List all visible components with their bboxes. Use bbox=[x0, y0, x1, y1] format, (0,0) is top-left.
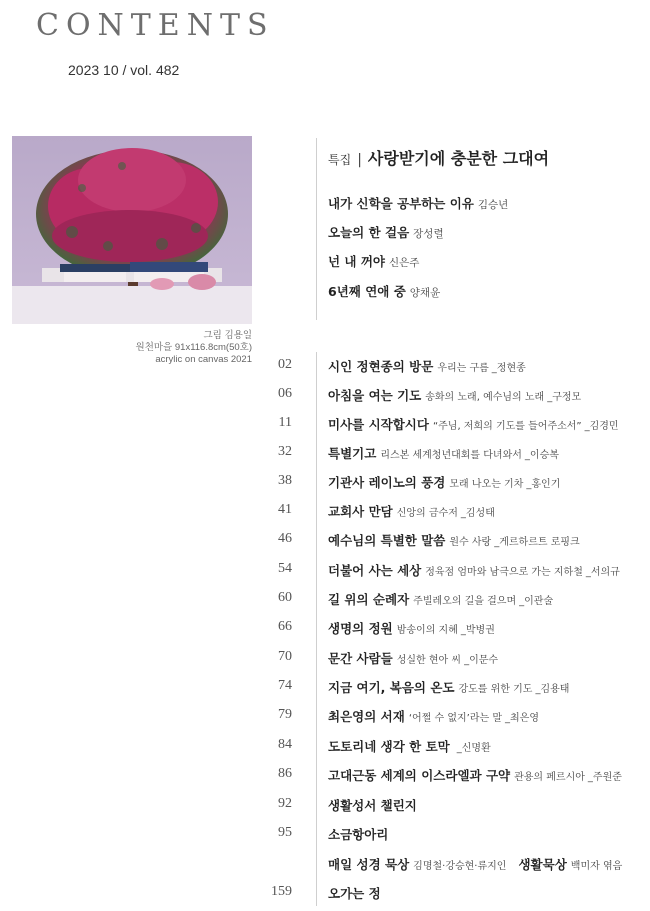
toc-title: 생명의 정원 bbox=[328, 621, 393, 636]
toc-author: _주원준 bbox=[587, 772, 622, 783]
toc-row[interactable] bbox=[0, 415, 650, 437]
toc-author: _신명환 bbox=[456, 743, 491, 754]
toc-author: _이문수 bbox=[464, 655, 499, 666]
special-item[interactable] bbox=[328, 223, 444, 241]
toc-title: 최은영의 서재 bbox=[328, 709, 405, 724]
toc-row[interactable] bbox=[0, 590, 650, 612]
toc-subtitle: 모래 나오는 기차 bbox=[449, 479, 524, 490]
toc-title: 아침을 여는 기도 bbox=[328, 388, 422, 403]
credit-line: acrylic on canvas 2021 bbox=[155, 354, 252, 365]
toc-title: 고대근동 세계의 이스라엘과 구약 bbox=[328, 768, 511, 783]
toc-author: _김용태 bbox=[535, 684, 570, 695]
page-number: 79 bbox=[278, 707, 292, 722]
toc-row[interactable] bbox=[0, 561, 650, 583]
issue-number: 2023 10 / vol. 482 bbox=[68, 62, 180, 78]
page-number: 41 bbox=[278, 502, 292, 517]
toc-subtitle: 강도를 위한 기도 bbox=[458, 684, 533, 695]
toc-subtitle: “주님, 저희의 기도를 들어주소서” bbox=[432, 421, 582, 432]
special-item[interactable] bbox=[328, 252, 419, 270]
toc-subtitle: 주빌레오의 길을 걸으며 bbox=[413, 596, 517, 607]
page-number: 11 bbox=[278, 415, 292, 430]
toc-title: 오가는 정 bbox=[328, 886, 381, 901]
toc-subtitle: 성실한 현아 씨 bbox=[396, 655, 462, 666]
toc-row[interactable] bbox=[0, 796, 650, 818]
page-number: 92 bbox=[278, 796, 292, 811]
toc-author: _게르하르트 로핑크 bbox=[494, 537, 580, 548]
toc-subtitle: 리스본 세계청년대회를 다녀와서 bbox=[380, 450, 522, 461]
toc-author: _김성태 bbox=[460, 508, 495, 519]
toc-subtitle: 신앙의 금수저 bbox=[396, 508, 458, 519]
toc-title-secondary: 생활묵상 bbox=[518, 857, 567, 872]
page-number: 06 bbox=[278, 386, 292, 401]
toc-title: 더불어 사는 세상 bbox=[328, 563, 422, 578]
toc-title: 기관사 레이노의 풍경 bbox=[328, 475, 446, 490]
toc-row[interactable] bbox=[0, 707, 650, 729]
special-title: 사랑받기에 충분한 그대여 bbox=[367, 149, 550, 168]
toc-author: _홍인기 bbox=[526, 479, 561, 490]
toc-author: _박병권 bbox=[460, 625, 495, 636]
item-author: 신은주 bbox=[389, 257, 420, 269]
page-number: 38 bbox=[278, 473, 292, 488]
item-author: 양채윤 bbox=[409, 287, 441, 299]
toc-author: 백미자 엮음 bbox=[570, 861, 623, 872]
item-title: 오늘의 한 걸음 bbox=[328, 225, 410, 240]
page-number: 95 bbox=[278, 825, 292, 840]
toc-row[interactable] bbox=[0, 473, 650, 495]
page-number: 32 bbox=[278, 444, 292, 459]
toc-author: _서의규 bbox=[585, 567, 620, 578]
toc-row[interactable] bbox=[0, 766, 650, 788]
page-number: 60 bbox=[278, 590, 292, 605]
toc-title: 지금 여기, 복음의 온도 bbox=[328, 680, 455, 695]
toc-row[interactable] bbox=[0, 737, 650, 759]
toc-row[interactable] bbox=[0, 386, 650, 408]
item-title: 6년째 연애 중 bbox=[328, 284, 406, 299]
toc-title: 도토리네 생각 한 토막 bbox=[328, 739, 450, 754]
toc-row[interactable] bbox=[0, 678, 650, 700]
toc-subrow[interactable] bbox=[0, 855, 650, 877]
page-number: 86 bbox=[278, 766, 292, 781]
toc-subtitle: ‘어쩔 수 없지’라는 말 bbox=[408, 713, 502, 724]
toc-subtitle: 김명철·강승현·류지인 bbox=[413, 861, 507, 872]
toc-title: 교회사 만담 bbox=[328, 504, 393, 519]
toc-subtitle: 원수 사랑 bbox=[449, 537, 492, 548]
toc-title: 예수님의 특별한 말씀 bbox=[328, 533, 446, 548]
toc-row[interactable] bbox=[0, 825, 650, 847]
toc-title: 매일 성경 묵상 bbox=[328, 857, 410, 872]
page-number: 54 bbox=[278, 561, 292, 576]
credit-line: 그림 김용일 bbox=[203, 330, 252, 341]
separator: | bbox=[357, 152, 362, 168]
toc-author: _최은영 bbox=[505, 713, 539, 724]
page-number: 02 bbox=[278, 357, 292, 372]
item-title: 내가 신학을 공부하는 이유 bbox=[328, 196, 474, 211]
toc-author: _구정모 bbox=[547, 392, 582, 403]
toc-subtitle: 송화의 노래, 예수님의 노래 bbox=[425, 392, 545, 403]
toc-row[interactable] bbox=[0, 502, 650, 524]
special-item[interactable] bbox=[328, 282, 440, 300]
toc-author: _정현종 bbox=[491, 363, 526, 374]
item-title: 넌 내 꺼야 bbox=[328, 254, 386, 269]
toc-row[interactable] bbox=[0, 357, 650, 379]
toc-title: 소금항아리 bbox=[328, 827, 389, 842]
toc-row[interactable] bbox=[0, 884, 650, 906]
contents-heading: CONTENTS bbox=[36, 8, 275, 43]
toc-title: 생활성서 챌린지 bbox=[328, 798, 417, 813]
page-number: 84 bbox=[278, 737, 292, 752]
toc-author: _이관술 bbox=[519, 596, 554, 607]
page-number: 74 bbox=[278, 678, 292, 693]
toc-title: 미사를 시작합시다 bbox=[328, 417, 429, 432]
toc-author: _김경민 bbox=[584, 421, 619, 432]
credit-line: 원천마을 91x116.8cm(50호) bbox=[135, 342, 252, 353]
toc-subtitle: 우리는 구름 bbox=[437, 363, 489, 374]
toc-title: 특별기고 bbox=[328, 446, 377, 461]
toc-title: 문간 사람들 bbox=[328, 651, 393, 666]
page-number: 66 bbox=[278, 619, 292, 634]
special-tag: 특집 bbox=[328, 153, 352, 167]
page-number: 70 bbox=[278, 649, 292, 664]
special-feature-heading bbox=[328, 146, 549, 169]
toc-row[interactable] bbox=[0, 649, 650, 671]
divider-line bbox=[316, 138, 317, 320]
toc-subtitle: 밤송이의 지혜 bbox=[396, 625, 458, 636]
toc-row[interactable] bbox=[0, 531, 650, 553]
cover-artwork bbox=[12, 136, 252, 324]
toc-row[interactable] bbox=[0, 444, 650, 466]
toc-subtitle: 관용의 페르시아 bbox=[514, 772, 585, 783]
item-author: 김승년 bbox=[477, 199, 509, 211]
toc-row[interactable] bbox=[0, 619, 650, 641]
toc-title: 길 위의 순례자 bbox=[328, 592, 410, 607]
toc-subtitle: 정육점 엄마와 남극으로 가는 지하철 bbox=[425, 567, 583, 578]
item-author: 장성렬 bbox=[413, 228, 444, 240]
toc-author: _이승복 bbox=[524, 450, 559, 461]
toc-title: 시인 정현종의 방문 bbox=[328, 359, 434, 374]
special-item[interactable] bbox=[328, 194, 508, 212]
page-number: 46 bbox=[278, 531, 292, 546]
page-number: 159 bbox=[271, 884, 292, 899]
